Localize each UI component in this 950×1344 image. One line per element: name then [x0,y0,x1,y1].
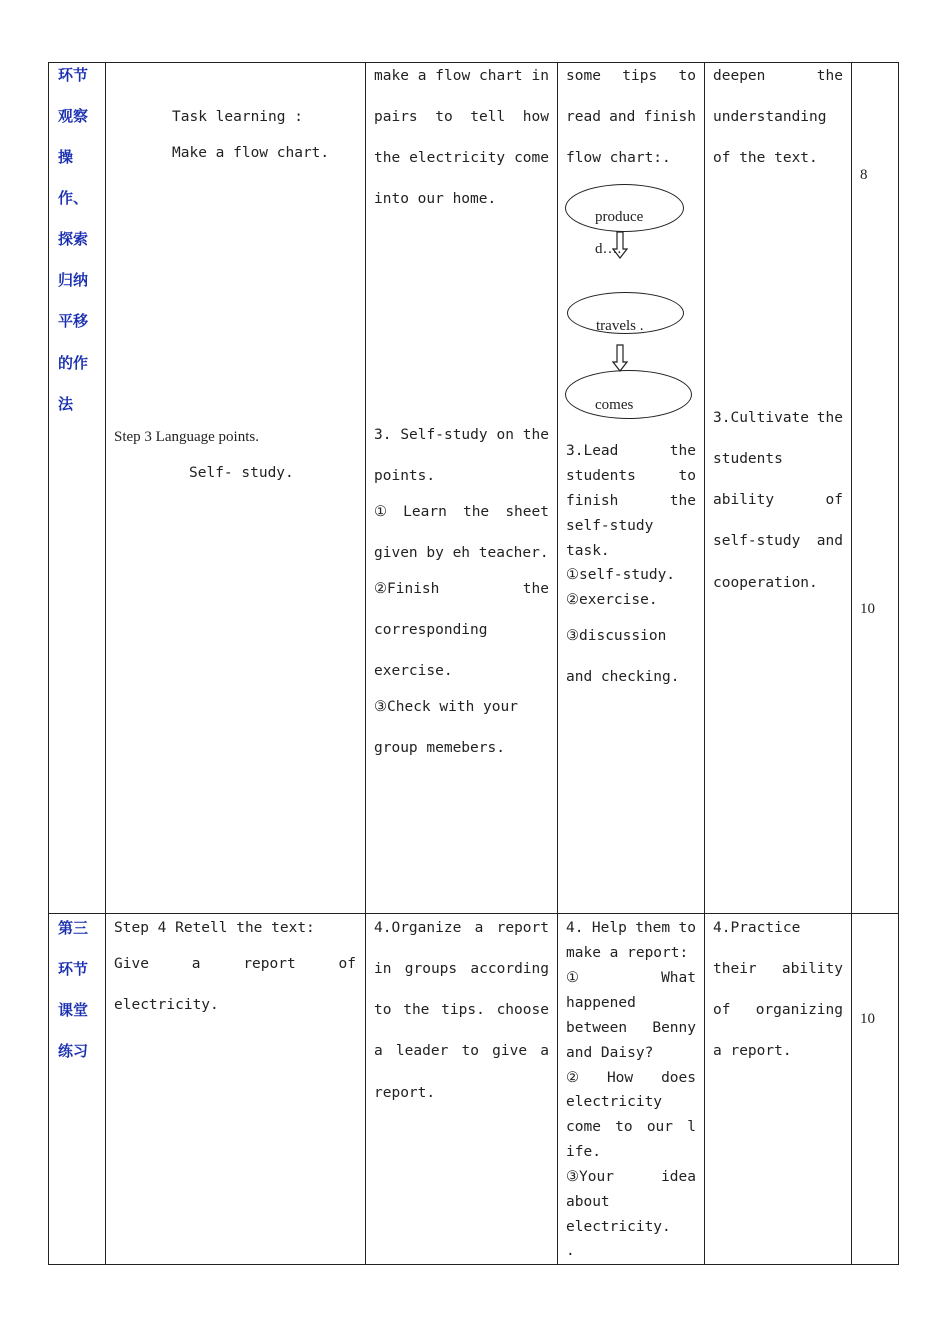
teacher-line: task. [566,543,610,559]
col-divider [105,62,106,1264]
teacher-line: and checking. [566,669,680,685]
flow-node-produce-tail: d…. [595,241,622,257]
activity-line: ②Finish the [374,581,549,597]
activity-line: report. [374,1085,436,1101]
teacher-line: read and finish [566,109,696,125]
task-learning-text: Task learning : [172,109,303,125]
col-divider [704,62,705,1264]
activity-line: group memebers. [374,740,505,756]
purpose-line: students [713,451,783,467]
lesson-table [48,62,899,1265]
stage-label: 作、 [58,189,89,207]
stage-label: 的作 [58,354,89,372]
make-flow-chart-text: Make a flow chart. [172,145,330,161]
time-value: 8 [860,167,868,183]
teacher-line: between Benny [566,1020,696,1036]
stage-label: 环节 [58,960,89,978]
teacher-line: . [566,1243,575,1259]
purpose-line: a report. [713,1043,792,1059]
col-divider [557,62,558,1264]
purpose-line: ability of [713,492,843,508]
time-value: 10 [860,601,875,617]
activity-line: a leader to give a [374,1043,549,1059]
col-divider [851,62,852,1264]
teacher-line: ③discussion [566,628,667,644]
activity-line: into our home. [374,191,497,207]
purpose-line: of organizing [713,1002,843,1018]
activity-line: 4.Organize a report [374,920,549,936]
teacher-line: electricity [566,1094,663,1110]
purpose-line: 3.Cultivate the [713,410,843,426]
stage-label: 平移 [58,312,89,330]
activity-line: to the tips. choose [374,1002,549,1018]
purpose-line: deepen the [713,68,843,84]
stage-label: 归纳 [58,271,89,289]
teacher-line: about [566,1194,610,1210]
activity-line: exercise. [374,663,453,679]
teacher-line: and Daisy? [566,1045,654,1061]
teacher-line: happened [566,995,636,1011]
teacher-line: ② How does [566,1070,696,1086]
purpose-line: 4.Practice [713,920,801,936]
teacher-line: make a report: [566,945,689,961]
activity-line: pairs to tell how [374,109,549,125]
stage-label: 观察 [58,107,89,125]
purpose-line: cooperation. [713,575,818,591]
stage-label: 环节 [58,66,89,84]
self-study-text: Self- study. [189,465,294,481]
stage-label: 第三 [58,919,89,937]
row-divider [48,913,899,914]
activity-line: 3. Self-study on the [374,427,549,443]
activity-line: in groups according [374,961,549,977]
teacher-line: ① What [566,970,696,986]
teacher-line: flow chart:. [566,150,671,166]
activity-line: the electricity come [374,150,549,166]
purpose-line: self-study and [713,533,843,549]
activity-line: points. [374,468,436,484]
teacher-line: students to [566,468,696,484]
activity-line: make a flow chart in [374,68,549,84]
flow-node-travels-label: travels . [596,318,644,334]
step4-line: Give a report of [114,956,356,972]
col-divider [365,62,366,1264]
teacher-line: 3.Lead the [566,443,696,459]
stage-label: 探索 [58,230,89,248]
teacher-line: ife. [566,1144,601,1160]
teacher-line: ②exercise. [566,592,658,608]
step3-heading: Step 3 Language points. [114,429,259,445]
activity-line: given by eh teacher. [374,545,549,561]
step4-heading: Step 4 Retell the text: [114,920,315,936]
purpose-line: understanding [713,109,827,125]
teacher-line: come to our l [566,1119,696,1135]
purpose-line: of the text. [713,150,818,166]
activity-line: corresponding [374,622,488,638]
activity-line: ① Learn the sheet [374,504,549,520]
stage-label: 法 [58,395,74,413]
stage-label: 课堂 [58,1001,89,1019]
flow-node-comes-label: comes [595,397,634,413]
step4-line: electricity. [114,997,219,1013]
teacher-line: some tips to [566,68,696,84]
activity-line: ③Check with your [374,699,518,715]
teacher-line: finish the [566,493,696,509]
teacher-line: electricity. [566,1219,671,1235]
flow-node-produce-label: produce [595,209,644,225]
teacher-line: ③Your idea [566,1169,696,1185]
stage-label: 操 [58,148,74,166]
teacher-line: self-study [566,518,654,534]
teacher-line: 4. Help them to [566,920,696,936]
time-value: 10 [860,1011,875,1027]
stage-label: 练习 [58,1042,89,1060]
teacher-line: ①self-study. [566,567,676,583]
purpose-line: their ability [713,961,843,977]
flow-arrow-down [612,344,628,372]
